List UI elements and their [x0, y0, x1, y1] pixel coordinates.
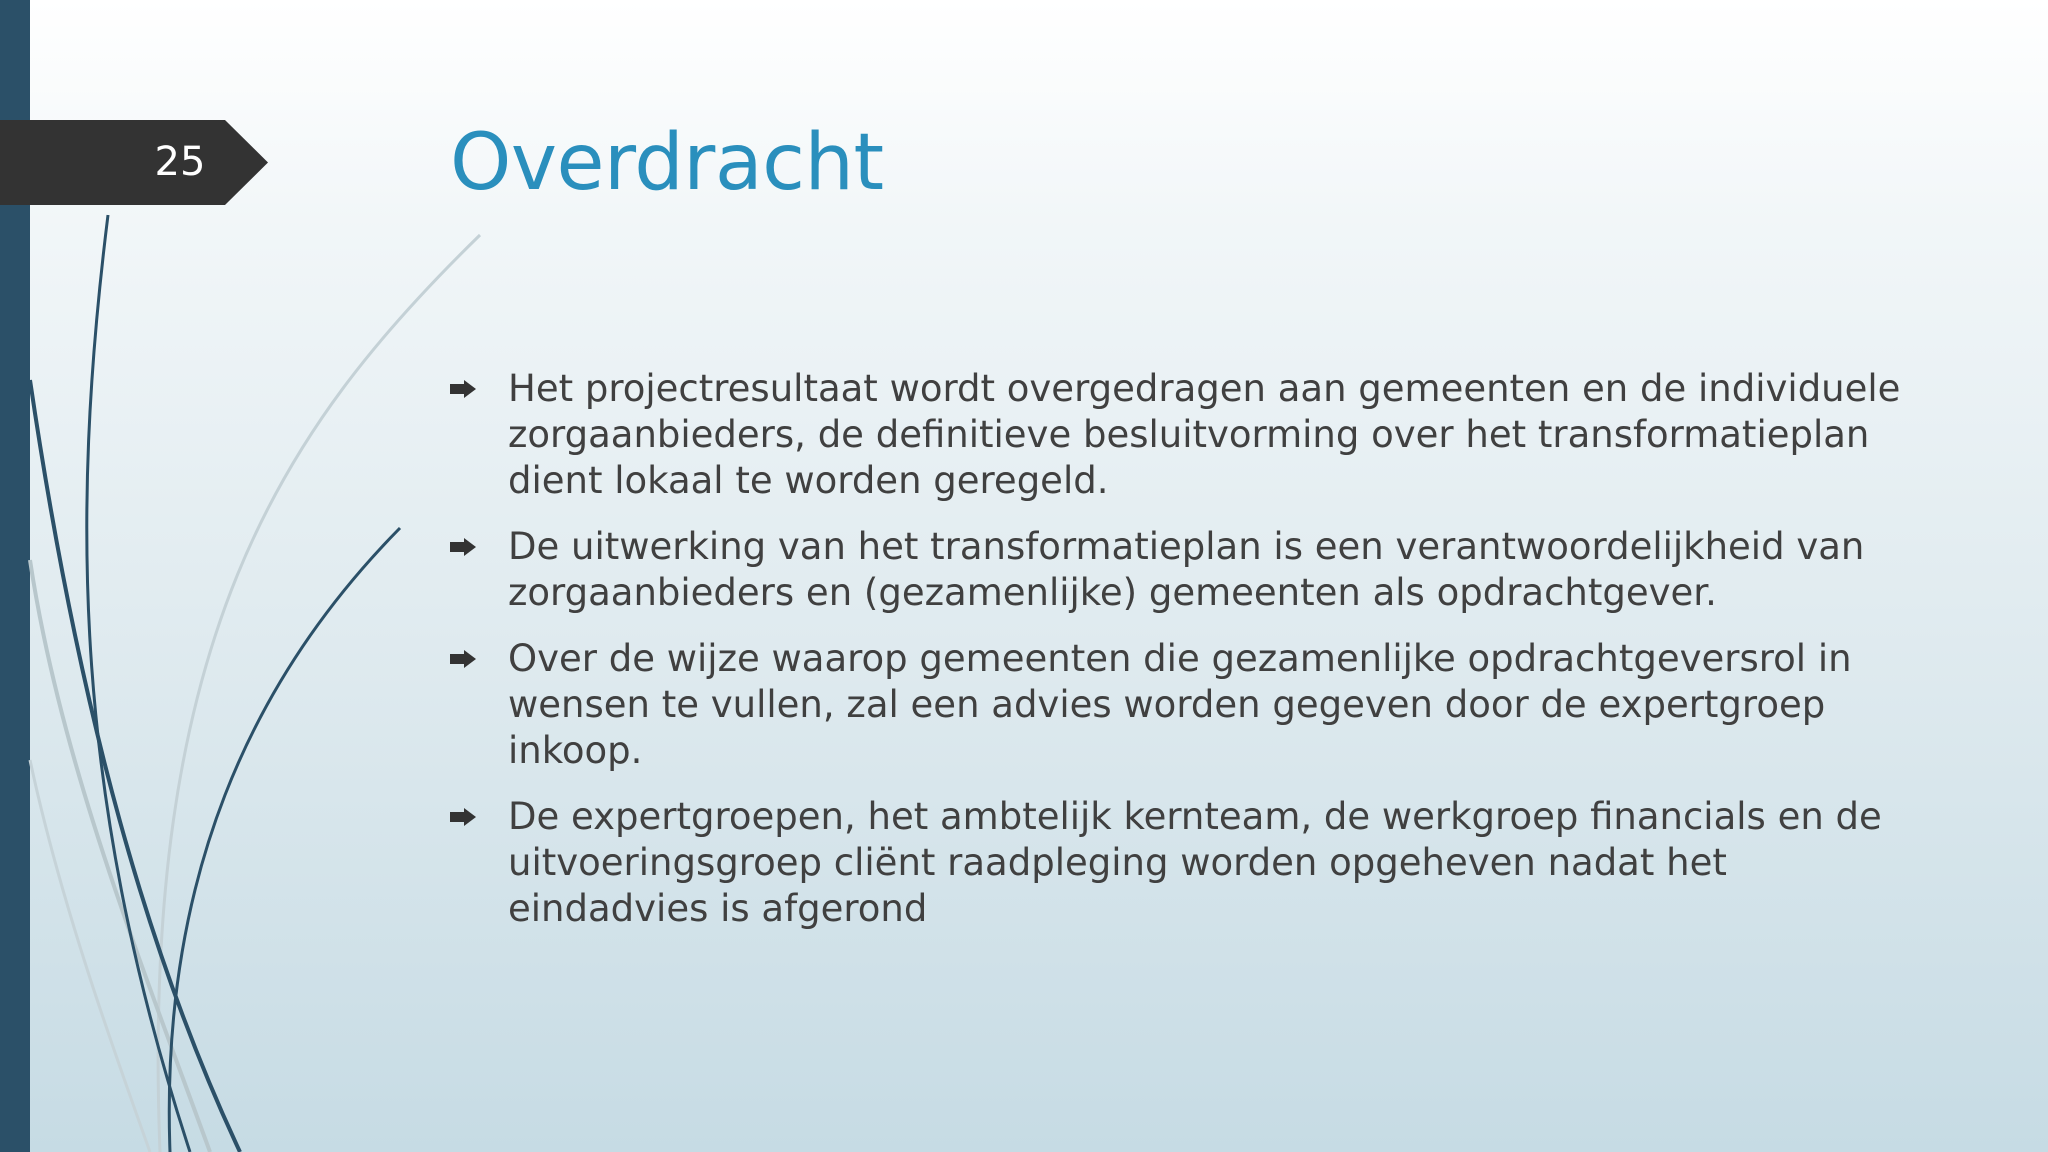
- bullet-item: [448, 524, 1928, 616]
- swoosh-light-1: [158, 235, 480, 1152]
- bullet-item: [448, 794, 1928, 932]
- page-number-tab: [0, 120, 268, 205]
- bullet-item: [448, 366, 1928, 504]
- slide-title: Overdracht: [450, 118, 884, 208]
- swoosh-light-2: [30, 560, 210, 1152]
- bullet-text: De expertgroepen, het ambtelijk kernteam, de werkgroep financials en de uitvoeringsgroep cliënt raadpleging worden opgeheven nadat het eindadvies is afgerond: [508, 795, 1882, 930]
- bullet-text: De uitwerking van het transformatieplan is een verantwoordelijkheid van zorgaanbieders en (gezamenlijke) gemeenten als opdrachtgever.: [508, 525, 1865, 614]
- swoosh-light-3: [30, 760, 150, 1152]
- swoosh-dark-1: [87, 215, 190, 1152]
- arrow-bullet-icon: [448, 379, 478, 399]
- arrow-bullet-icon: [448, 807, 478, 827]
- bullet-item: [448, 636, 1928, 774]
- swoosh-dark-3: [169, 528, 400, 1152]
- bullet-list: [448, 366, 1928, 952]
- arrow-bullet-icon: [448, 649, 478, 669]
- arrow-bullet-icon: [448, 537, 478, 557]
- bullet-text: Over de wijze waarop gemeenten die gezamenlijke opdrachtgeversrol in wensen te vullen, zal een advies worden gegeven door de expertgroep inkoop.: [508, 637, 1852, 772]
- bullet-text: Het projectresultaat wordt overgedragen aan gemeenten en de individuele zorgaanbieders, de definitieve besluitvorming over het transformatieplan dient lokaal te worden geregeld.: [508, 367, 1901, 502]
- swoosh-dark-2: [30, 380, 240, 1152]
- page-number: 25: [154, 139, 206, 185]
